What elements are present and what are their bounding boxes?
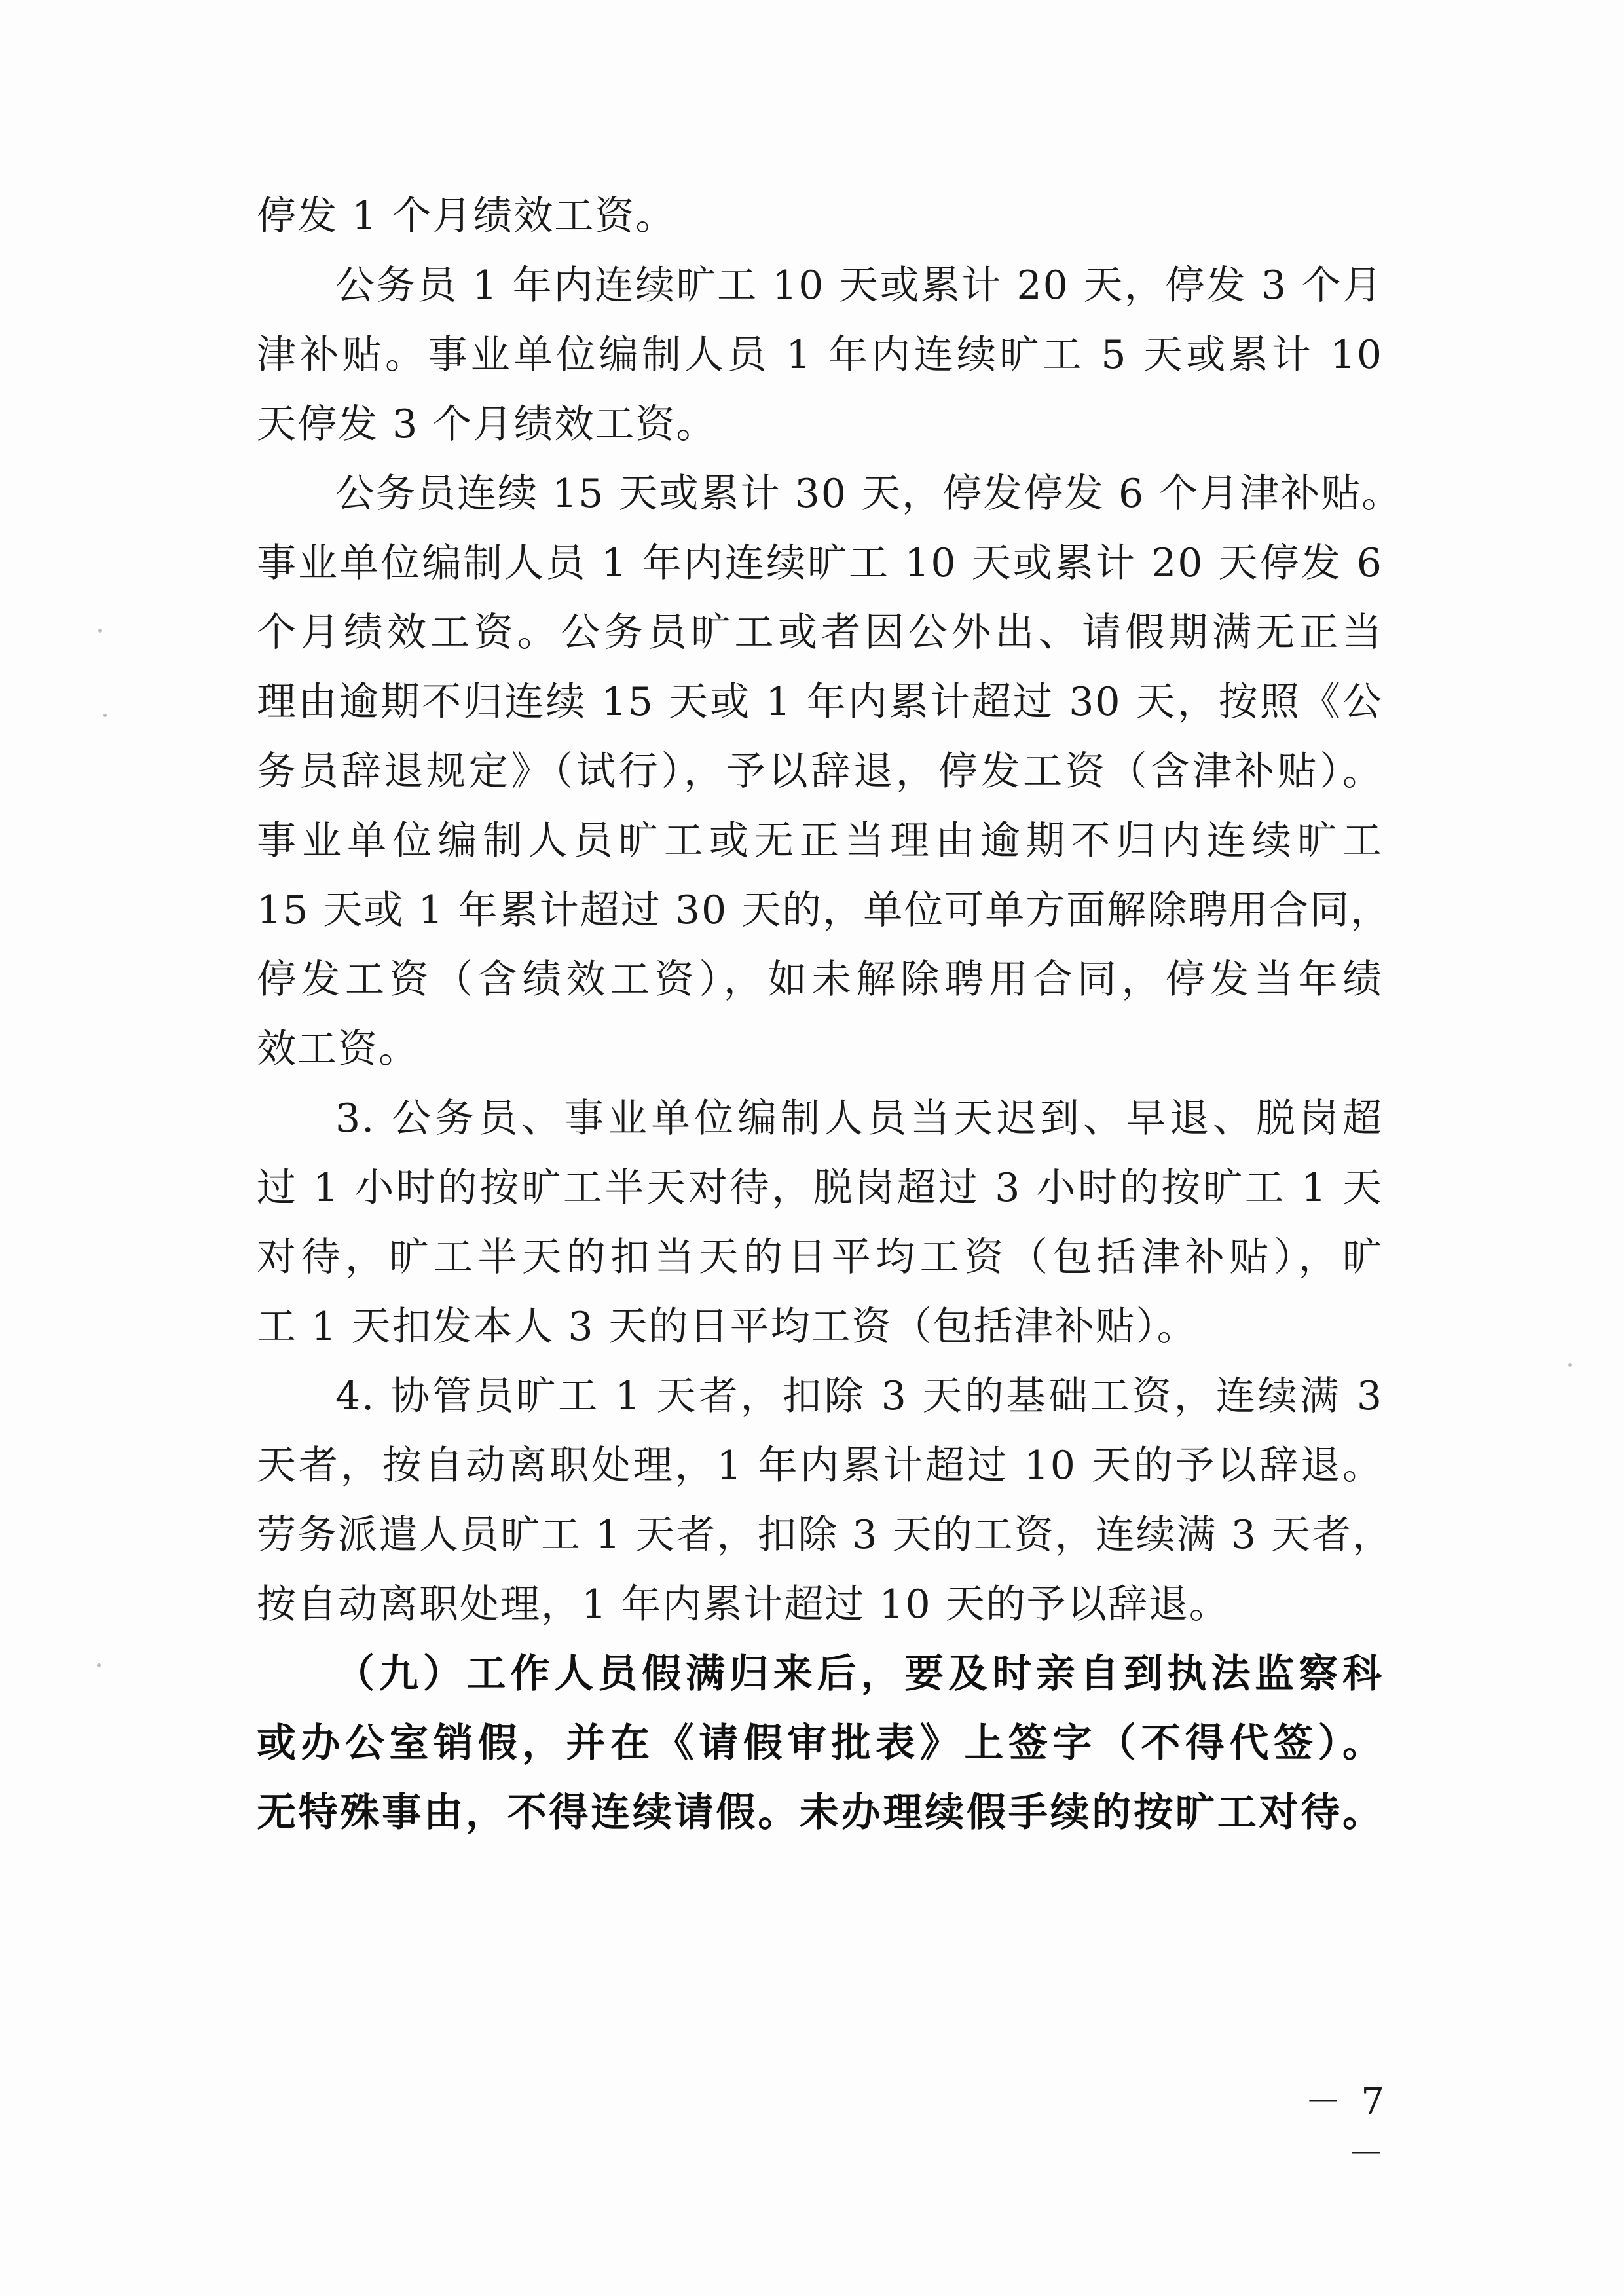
scan-speck xyxy=(103,714,107,717)
text-line: 津补贴。事业单位编制人员 1 年内连续旷工 5 天或累计 10 xyxy=(257,332,1383,378)
scan-speck xyxy=(97,1663,101,1667)
text-line: 工 1 天扣发本人 3 天的日平均工资（包括津补贴）。 xyxy=(257,1304,1198,1350)
bold-text-line: 或办公室销假，并在《请假审批表》上签字（不得代签）。 xyxy=(257,1720,1383,1766)
text-line: 过 1 小时的按旷工半天对待，脱岗超过 3 小时的按旷工 1 天 xyxy=(257,1165,1383,1211)
page-number: － 7 － xyxy=(1304,2081,1388,2176)
text-line: 公务员 1 年内连续旷工 10 天或累计 20 天，停发 3 个月 xyxy=(335,263,1383,308)
text-line: 停发 1 个月绩效工资。 xyxy=(257,193,676,239)
text-line: 效工资。 xyxy=(257,1026,419,1072)
text-line: 天停发 3 个月绩效工资。 xyxy=(257,401,717,447)
text-line: 公务员连续 15 天或累计 30 天，停发停发 6 个月津补贴。 xyxy=(335,471,1403,517)
scan-speck xyxy=(98,629,102,633)
text-line: 事业单位编制人员旷工或无正当理由逾期不归内连续旷工 xyxy=(257,818,1383,864)
text-line: 天者，按自动离职处理，1 年内累计超过 10 天的予以辞退。 xyxy=(257,1443,1383,1489)
bold-text-line: 无特殊事由，不得连续请假。未办理续假手续的按旷工对待。 xyxy=(257,1790,1383,1836)
text-line: 事业单位编制人员 1 年内连续旷工 10 天或累计 20 天停发 6 xyxy=(257,540,1383,586)
text-line: 3. 公务员、事业单位编制人员当天迟到、早退、脱岗超 xyxy=(335,1096,1383,1141)
text-line: 理由逾期不归连续 15 天或 1 年内累计超过 30 天，按照《公 xyxy=(257,679,1383,725)
bold-text-line: （九）工作人员假满归来后，要及时亲自到执法监察科 xyxy=(335,1651,1383,1697)
text-line: 按自动离职处理，1 年内累计超过 10 天的予以辞退。 xyxy=(257,1582,1230,1627)
text-line: 15 天或 1 年累计超过 30 天的，单位可单方面解除聘用合同， xyxy=(257,887,1392,933)
scan-speck xyxy=(1568,1363,1572,1367)
text-line: 停发工资（含绩效工资），如未解除聘用合同，停发当年绩 xyxy=(257,957,1383,1003)
text-line: 个月绩效工资。公务员旷工或者因公外出、请假期满无正当 xyxy=(257,610,1383,656)
text-line: 对待，旷工半天的扣当天的日平均工资（包括津补贴），旷 xyxy=(257,1234,1383,1280)
text-line: 4. 协管员旷工 1 天者，扣除 3 天的基础工资，连续满 3 xyxy=(335,1373,1383,1419)
text-line: 劳务派遣人员旷工 1 天者，扣除 3 天的工资，连续满 3 天者， xyxy=(257,1512,1393,1558)
text-line: 务员辞退规定》（试行），予以辞退，停发工资（含津补贴）。 xyxy=(257,749,1383,794)
